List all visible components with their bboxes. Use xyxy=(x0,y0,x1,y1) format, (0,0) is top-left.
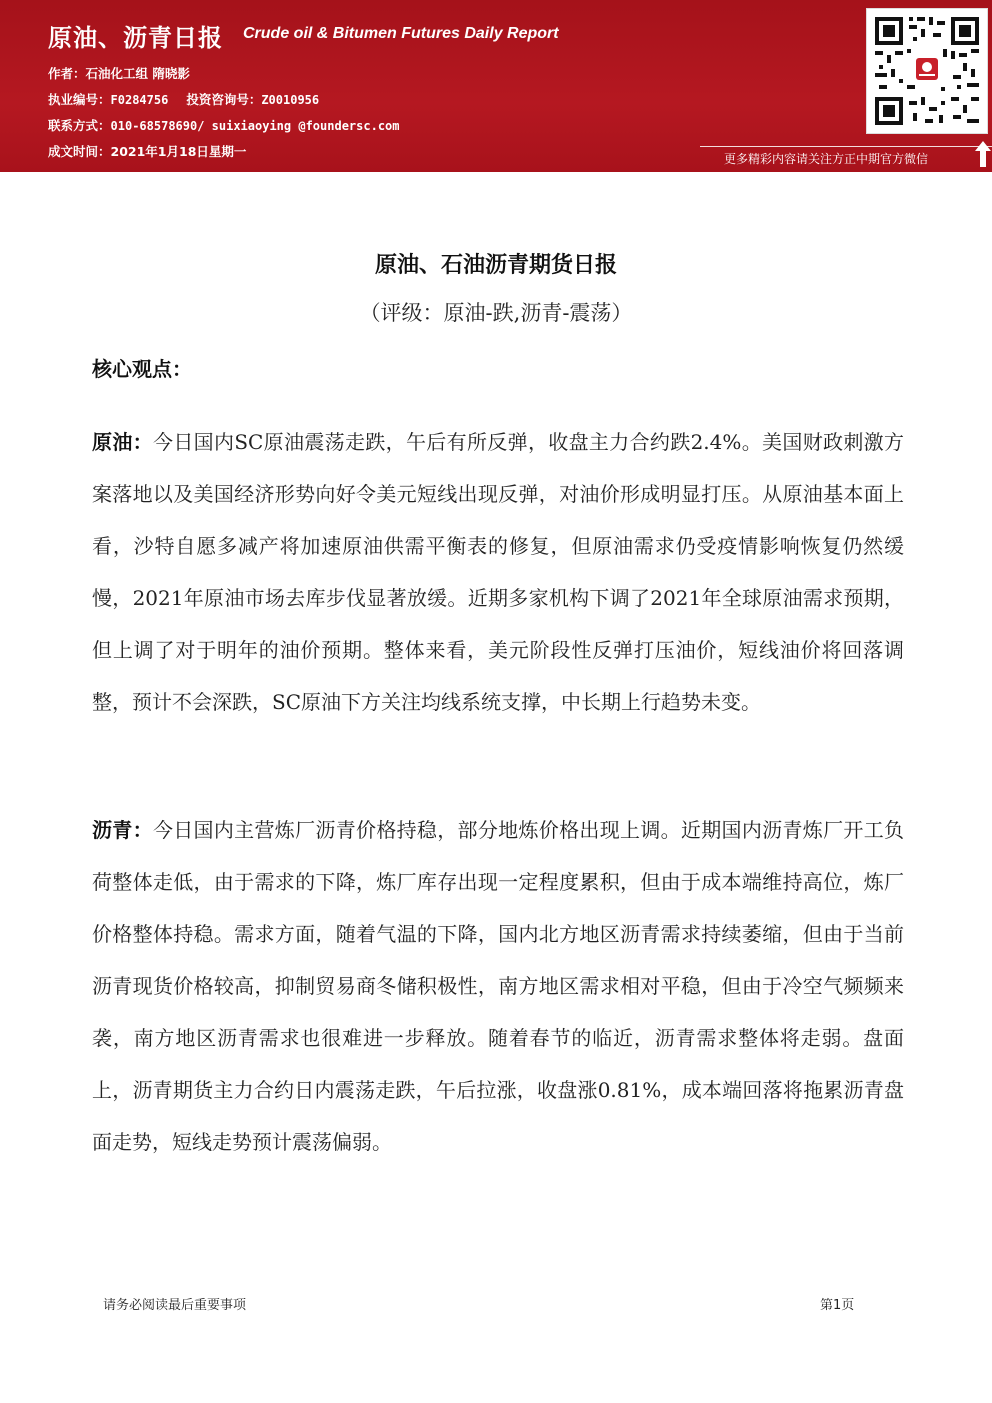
author-label: 作者： xyxy=(48,66,86,81)
license-value: F0284756 xyxy=(110,93,169,107)
bitumen-text: 今日国内主营炼厂沥青价格持稳，部分地炼价格出现上调。近期国内沥青炼厂开工负荷整体走低，由于需求的下降，炼厂库存出现一定程度累积，但由于成本端维持高位，炼厂价格整体持稳。需求方面，随着气温的下降，国内北方地区沥青需求持续萎缩，但由于当前沥青现货价格较高，抑制贸易商冬储积极性，南方地区需求相对平稳，但由于冷空气频频来袭，南方地区沥青需求也很难进一步释放。随着春节的临近，沥青需求整体将走弱。盘面上，沥青期货主力合约日内震荡走跌，午后拉涨，收盘涨0.81%，成本端回落将拖累沥青盘面走势，短线走势预计震荡偏弱。 xyxy=(92,818,905,1154)
contact-line xyxy=(48,116,400,134)
qr-code-icon[interactable] xyxy=(866,8,988,134)
contact-value: 010-68578690/ suixiaoying @foundersc.com xyxy=(110,119,400,133)
report-title-cn: 原油、沥青日报 xyxy=(48,24,223,52)
footer-notice: 请务必阅读最后重要事项 xyxy=(103,1298,247,1313)
advisory-value: Z0010956 xyxy=(261,93,320,107)
arrow-up-icon xyxy=(974,140,992,168)
core-view-heading: 核心观点： xyxy=(92,357,192,381)
license-line xyxy=(48,90,319,108)
date-line xyxy=(48,142,246,160)
crude-oil-lead: 原油 xyxy=(92,430,133,454)
rating-line: （评级：原油-跌,沥青-震荡） xyxy=(359,301,633,325)
author-line xyxy=(48,64,190,82)
document-title: 原油、石油沥青期货日报 xyxy=(374,253,617,278)
page-number: 第1页 xyxy=(820,1298,855,1313)
author-value: 石油化工组 隋晓影 xyxy=(85,66,190,81)
bitumen-colon: ： xyxy=(132,818,153,842)
report-title-en: Crude oil & Bitumen Futures Daily Report xyxy=(243,25,559,42)
crude-oil-paragraph xyxy=(92,416,904,728)
bitumen-lead: 沥青 xyxy=(92,818,133,842)
follow-wechat-text: 更多精彩内容请关注方正中期官方微信 xyxy=(724,152,929,166)
date-label: 成文时间： xyxy=(48,144,111,159)
contact-label: 联系方式： xyxy=(48,118,111,133)
date-value: 2021年1月18日星期一 xyxy=(110,144,247,159)
crude-oil-colon: ： xyxy=(132,430,154,454)
license-label: 执业编号： xyxy=(48,92,111,107)
header-banner xyxy=(0,0,992,172)
bitumen-paragraph xyxy=(92,804,904,1168)
advisory-label: 投资咨询号： xyxy=(186,92,262,107)
banner-divider xyxy=(700,146,992,147)
crude-oil-text: 今日国内SC原油震荡走跌，午后有所反弹，收盘主力合约跌2.4%。美国财政刺激方案落地以及美国经济形势向好令美元短线出现反弹，对油价形成明显打压。从原油基本面上看，沙特自愿多减产将加速原油供需平衡表的修复，但原油需求仍受疫情影响恢复仍然缓慢，2021年原油市场去库步伐显著放缓。近期多家机构下调了2021年全球原油需求预期，但上调了对于明年的油价预期。整体来看，美元阶段性反弹打压油价，短线油价将回落调整，预计不会深跌，SC原油下方关注均线系统支撑，中长期上行趋势未变。 xyxy=(92,430,905,714)
